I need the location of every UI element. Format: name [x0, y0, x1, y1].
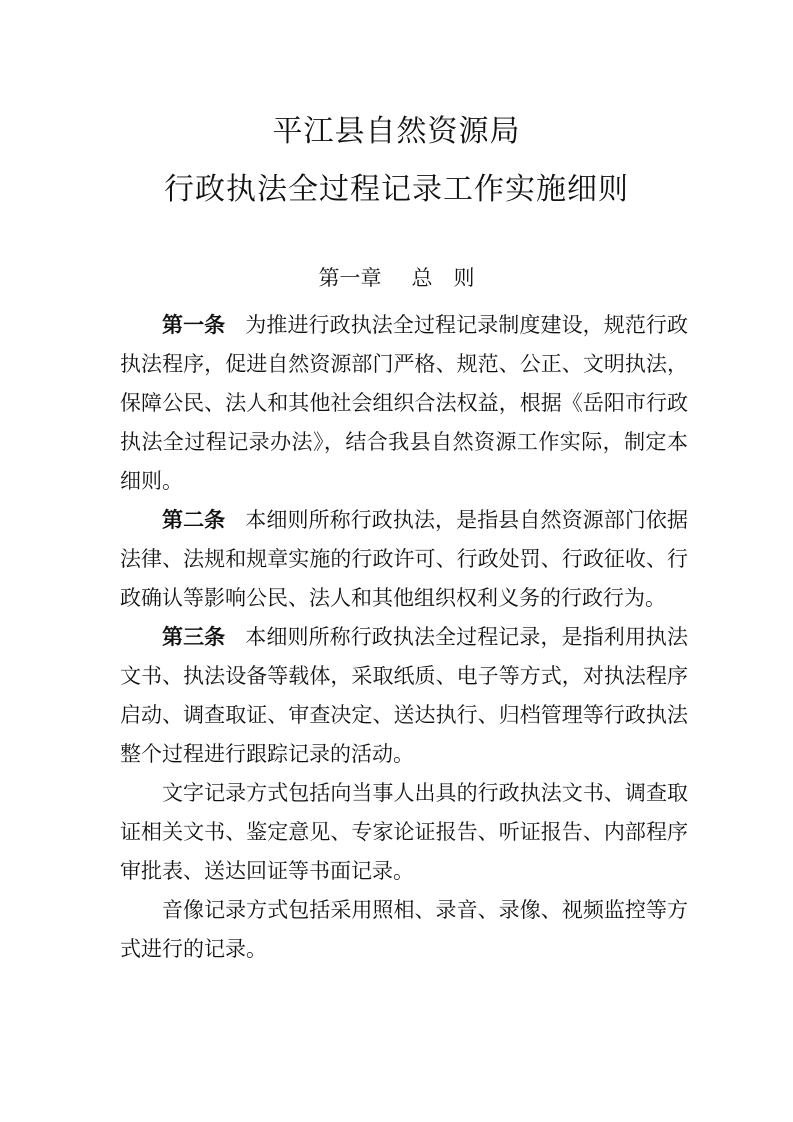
- article-3-number: 第三条: [162, 625, 226, 649]
- article-1-text: 为推进行政执法全过程记录制度建设，规范行政执法程序，促进自然资源部门严格、规范、公正、文明执法，保障公民、法人和其他社会组织合法权益，根据《岳阳市行政执法全过程记录办法》，结合我县自然资源工作实际，制定本细则。: [120, 313, 689, 493]
- article-1-number: 第一条: [162, 313, 226, 337]
- document-body: [120, 306, 688, 969]
- article-3-text: 本细则所称行政执法全过程记录，是指利用执法文书、执法设备等载体，采取纸质、电子等方式，对执法程序启动、调查取证、审查决定、送达执行、归档管理等行政执法整个过程进行跟踪记录的活动。: [120, 625, 689, 766]
- chapter-name: 总 则: [411, 266, 475, 290]
- article-3: [120, 618, 688, 774]
- paragraph-audio-video-records: 音像记录方式包括采用照相、录音、录像、视频监控等方式进行的记录。: [120, 898, 688, 961]
- article-2: [120, 501, 688, 618]
- article-2-number: 第二条: [162, 508, 226, 532]
- paragraph-text-records: 文字记录方式包括向当事人出具的行政执法文书、调查取证相关文书、鉴定意见、专家论证报告、听证报告、内部程序审批表、送达回证等书面记录。: [120, 781, 688, 883]
- article-2-text: 本细则所称行政执法，是指县自然资源部门依据法律、法规和规章实施的行政许可、行政处罚、行政征收、行政确认等影响公民、法人和其他组织权利义务的行政行为。: [120, 508, 689, 610]
- chapter-heading: [0, 262, 793, 292]
- chapter-number: 第一章: [318, 266, 382, 290]
- article-1: [120, 306, 688, 501]
- document-title-line-1: 平江县自然资源局: [272, 114, 521, 149]
- document-title-line-2: 行政执法全过程记录工作实施细则: [164, 172, 629, 207]
